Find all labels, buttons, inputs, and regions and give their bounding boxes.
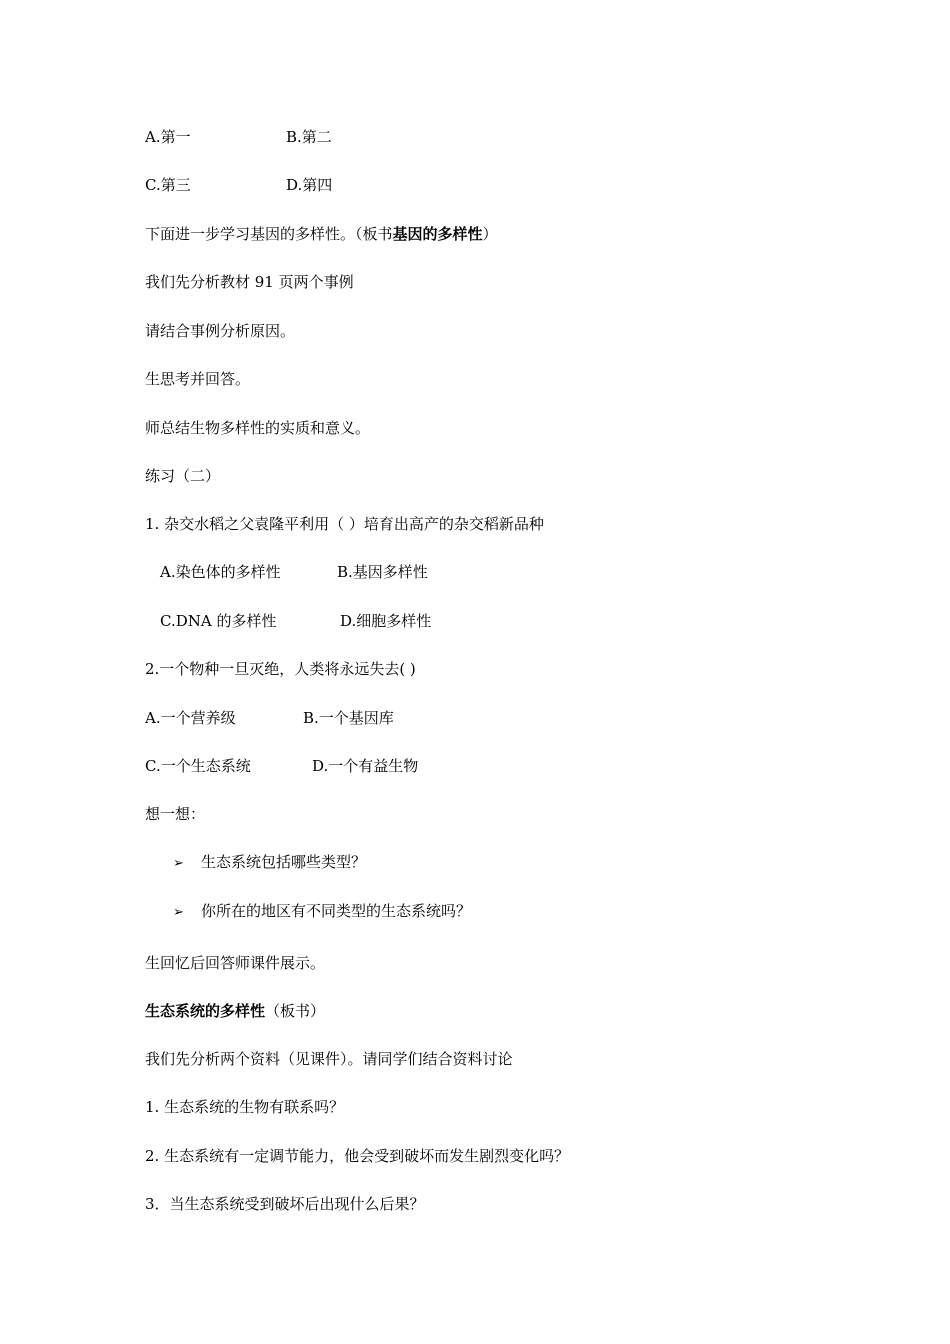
option-row [145,756,419,776]
paragraph: 请结合事例分析原因。 [145,322,296,340]
bold-text: 生态系统的多样性 [145,1002,266,1020]
arrow-bullet-icon: ➢ [173,905,184,920]
bold-text: 基因的多样性 [392,225,483,243]
paragraph [145,224,498,244]
option-row [145,708,394,728]
option-row [160,562,428,582]
question: 2.一个物种一旦灭绝，人类将永远失去( ) [145,660,416,678]
option-c: C.DNA 的多样性 [160,612,277,630]
text-span: 下面进一步学习基因的多样性。（板书 [145,225,393,243]
paragraph: 师总结生物多样性的实质和意义。 [145,419,371,437]
option-c: C.一个生态系统 [145,757,251,775]
paragraph: 我们先分析两个资料（见课件）。请同学们结合资料讨论 [145,1050,513,1068]
question: 1. 生态系统的生物有联系吗？ [145,1098,345,1116]
arrow-bullet-icon: ➢ [173,856,184,871]
paragraph: 生回忆后回答师课件展示。 [145,954,326,972]
option-b: B.第二 [286,128,332,146]
option-row [145,175,333,195]
paragraph: 想一想： [145,805,206,823]
option-row [145,127,332,147]
bullet-text: 生态系统包括哪些类型？ [201,853,367,871]
option-b: B.一个基因库 [303,709,394,727]
paragraph: 我们先分析教材 91 页两个事例 [145,273,354,291]
option-d: D.第四 [286,176,333,194]
option-row [160,611,432,631]
bullet-item [173,852,366,872]
option-c: C.第三 [145,176,191,194]
option-a: A.染色体的多样性 [160,563,281,581]
bullet-item [173,901,471,921]
option-a: A.一个营养级 [145,709,236,727]
option-d: D.一个有益生物 [312,757,419,775]
bullet-text: 你所在的地区有不同类型的生态系统吗？ [201,902,472,920]
option-a: A.第一 [145,128,191,146]
question: 2. 生态系统有一定调节能力，他会受到破坏而发生剧烈变化吗？ [145,1147,570,1165]
option-b: B.基因多样性 [337,563,428,581]
paragraph: 生思考并回答。 [145,370,251,388]
text-span: （板书） [265,1002,326,1020]
question: 3．当生态系统受到破坏后出现什么后果？ [145,1195,425,1213]
section-heading [145,1001,325,1021]
option-d: D.细胞多样性 [340,612,432,630]
section-heading: 练习（二） [145,467,221,485]
text-span: ） [482,225,498,243]
question: 1. 杂交水稻之父袁隆平利用（ ）培育出高产的杂交稻新品种 [145,515,544,533]
